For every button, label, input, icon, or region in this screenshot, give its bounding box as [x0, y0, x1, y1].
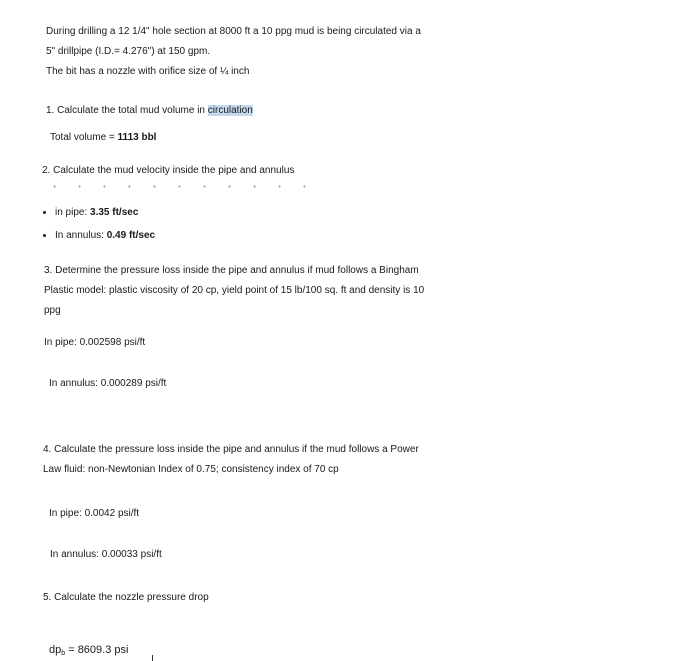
q5-answer	[49, 644, 128, 660]
bullet-dot	[43, 211, 46, 214]
bullet-dot	[43, 234, 46, 237]
q1-highlighted-word: circulation	[207, 105, 253, 116]
q1-answer-label: Total volume =	[50, 132, 118, 143]
q3-line-3: ppg	[44, 305, 61, 316]
q4-line-2: Law fluid: non-Newtonian Index of 0.75; consistency index of 70 cp	[43, 464, 339, 475]
q1-answer	[50, 131, 156, 144]
q1-question	[46, 104, 253, 117]
q2-annulus-label: In annulus:	[55, 230, 107, 241]
intro-line-2: 5" drillpipe (I.D.= 4.276") at 150 gpm.	[46, 46, 211, 57]
q5-question: 5. Calculate the nozzle pressure drop	[43, 592, 209, 603]
q2-pipe-label: in pipe:	[55, 207, 91, 218]
q3-annulus-answer: In annulus: 0.000289 psi/ft	[49, 378, 167, 389]
q5-answer-value: = 8609.3 psi	[65, 644, 129, 656]
q3-line-2: Plastic model: plastic viscosity of 20 cp, yield point of 15 lb/100 sq. ft and density is 10	[44, 285, 425, 296]
q1-question-text: 1. Calculate the total mud volume in	[46, 105, 208, 116]
q4-pipe-answer: In pipe: 0.0042 psi/ft	[49, 508, 140, 519]
q3-pipe-answer: In pipe: 0.002598 psi/ft	[44, 337, 146, 348]
q4-annulus-answer: In annulus: 0.00033 psi/ft	[50, 549, 162, 560]
q2-annulus-answer	[55, 229, 155, 242]
q2-question: 2. Calculate the mud velocity inside the pipe and annulus	[42, 165, 295, 176]
q5-answer-variable: dp	[49, 644, 62, 656]
cut-off-text-fragment	[42, 185, 322, 188]
q5-answer-subscript: b	[61, 650, 66, 657]
q1-answer-value: 1113 bbl	[117, 132, 157, 143]
q2-pipe-answer	[55, 206, 138, 219]
q2-pipe-value: 3.35 ft/sec	[90, 207, 139, 218]
intro-line-1: During drilling a 12 1/4" hole section at 8000 ft a 10 ppg mud is being circulated via a	[46, 26, 421, 37]
q4-line-1: 4. Calculate the pressure loss inside the pipe and annulus if the mud follows a Power	[43, 444, 419, 455]
q3-line-1: 3. Determine the pressure loss inside the pipe and annulus if mud follows a Bingham	[44, 265, 419, 276]
text-cursor	[152, 655, 153, 661]
intro-line-3: The bit has a nozzle with orifice size of ¼ inch	[46, 66, 250, 77]
q2-annulus-value: 0.49 ft/sec	[106, 230, 156, 241]
